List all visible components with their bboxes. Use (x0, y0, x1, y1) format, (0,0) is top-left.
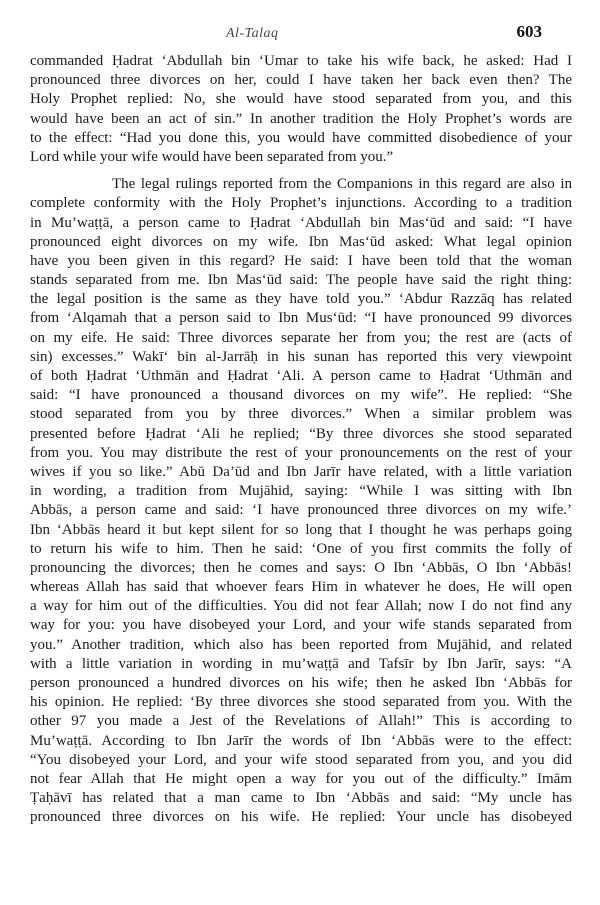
text-line: pronounced eight divorces on my wife. Ibn Mas‘ūd asked: What legal opinion (30, 233, 572, 250)
text-line: stood separated from you by three divorces.” When a similar problem was (30, 406, 572, 423)
text-line: in wording, a tradition from Mujāhid, saying: “While I was sitting with Ibn (30, 483, 572, 500)
running-header (0, 22, 600, 42)
text-line: in Mu’waṭṭā, a person came to Ḥadrat ‘Abdullah bin Mas‘ūd and said: “I have (30, 214, 572, 231)
text-line: the legal position is the same as they have told you.” ‘Abdur Razzāq has related (30, 291, 572, 308)
text-line: commanded Ḥadrat ‘Abdullah bin ‘Umar to take his wife back, he asked: Had I (30, 53, 572, 69)
text-line: pronouncing the divorces; then he comes and says: O Ibn ‘Abbās, O Ibn ‘Abbās! (30, 559, 572, 576)
text-line: would have been an act of sin.” In another tradition the Holy Prophet’s words are (30, 110, 572, 127)
text-line: his opinion. He replied: ‘By three divorces she stood separated from you. With the (30, 694, 572, 711)
text-line: Lord while your wife would have been separated from you.” (30, 148, 394, 165)
text-line: Abbās, a person came and said: ‘I have pronounced three divorces on my wife.’ (30, 502, 572, 519)
text-line: wives if you so like.” Abū Da’ūd and Ibn Jarīr have related, with a little variation (30, 463, 572, 480)
text-line: person pronounced a hundred divorces on his wife; then he asked Ibn ‘Abbās for (30, 675, 572, 691)
text-line: a way for him out of the difficulties. You did not fear Allah; now I do not find any (30, 598, 572, 615)
text-line: said: “I have pronounced a thousand divorces on my wife”. He replied: “She (30, 387, 572, 404)
text-line: Holy Prophet replied: No, she would have stood separated from you, and this (30, 91, 572, 108)
text-line: Ibn ‘Abbās heard it but kept silent for so long that I thought he was perhaps going (30, 521, 572, 538)
text-line: stands separated from me. Ibn Mas‘ūd said: The people have said the right thing: (30, 272, 572, 289)
text-line: way for you: you have disobeyed your Lord, and your wife stands separated from (30, 617, 572, 634)
text-line: to return his wife to him. Then he said: ‘One of you first commits the folly of (30, 540, 572, 557)
text-line: have you been given in this regard? He said: I have been told that the woman (30, 252, 572, 269)
text-line: presented before Ḥadrat ‘Ali he replied; “By three divorces she stood separated (30, 425, 572, 442)
text-line: Ṭaḥāvī has related that a man came to Ibn ‘Abbās and said: “My uncle has (30, 790, 572, 807)
text-line: you.” Another tradition, which also has been reported from Mujāhid, and related (30, 636, 572, 653)
body-text (30, 52, 572, 828)
text-line: Mu’waṭṭā. According to Ibn Jarīr the words of Ibn ‘Abbās were to the effect: (30, 732, 572, 749)
running-head-title: Al-Talaq (226, 26, 279, 41)
text-line: from ‘Alqamah that a person said to Ibn Mus‘ūd: “I have pronounced 99 divorces (30, 310, 572, 327)
text-line: to the effect: “Had you done this, you would have committed disobedience of your (30, 129, 572, 146)
page-number: 603 (516, 22, 542, 41)
text-line: whereas Allah has said that whoever fears Him in whatever he does, He will open (30, 579, 572, 596)
text-line: “You disobeyed your Lord, and your wife stood separated from you, and you did (30, 751, 572, 768)
text-line: not fear Allah that He might open a way for you out of the difficulty.” Imām (30, 770, 572, 787)
text-line: other 97 you made a Jest of the Revelations of Allah!” This is according to (30, 713, 572, 730)
text-line: complete conformity with the Holy Prophet’s injunctions. According to a tradition (30, 195, 572, 212)
paragraph-2 (30, 175, 572, 827)
text-line: The legal rulings reported from the Companions in this regard are also in (112, 176, 572, 193)
text-line: pronounced three divorces on his wife. He replied: Your uncle has disobeyed (30, 809, 572, 826)
text-line: from you. You may distribute the rest of your pronouncements on the rest of your (30, 444, 572, 461)
paragraph-spacer (30, 167, 572, 175)
text-line: with a little variation in wording in mu’waṭṭā and Tafsīr by Ibn Jarīr, says: “A (30, 655, 572, 672)
text-line: on my eife. He said: Three divorces separate her from you; the rest are (acts of (30, 329, 572, 346)
text-line: of both Ḥadrat ‘Uthmān and Ḥadrat ‘Ali. A person came to Ḥadrat ‘Uthmān and (30, 368, 572, 384)
text-line: pronounced three divorces on her, could I have taken her back even then? The (30, 72, 572, 89)
paragraph-1 (30, 52, 572, 167)
text-line: sin) excesses.” Wakī‘ bin al-Jarrāḥ in his sunan has reported this very viewpoint (30, 348, 572, 365)
